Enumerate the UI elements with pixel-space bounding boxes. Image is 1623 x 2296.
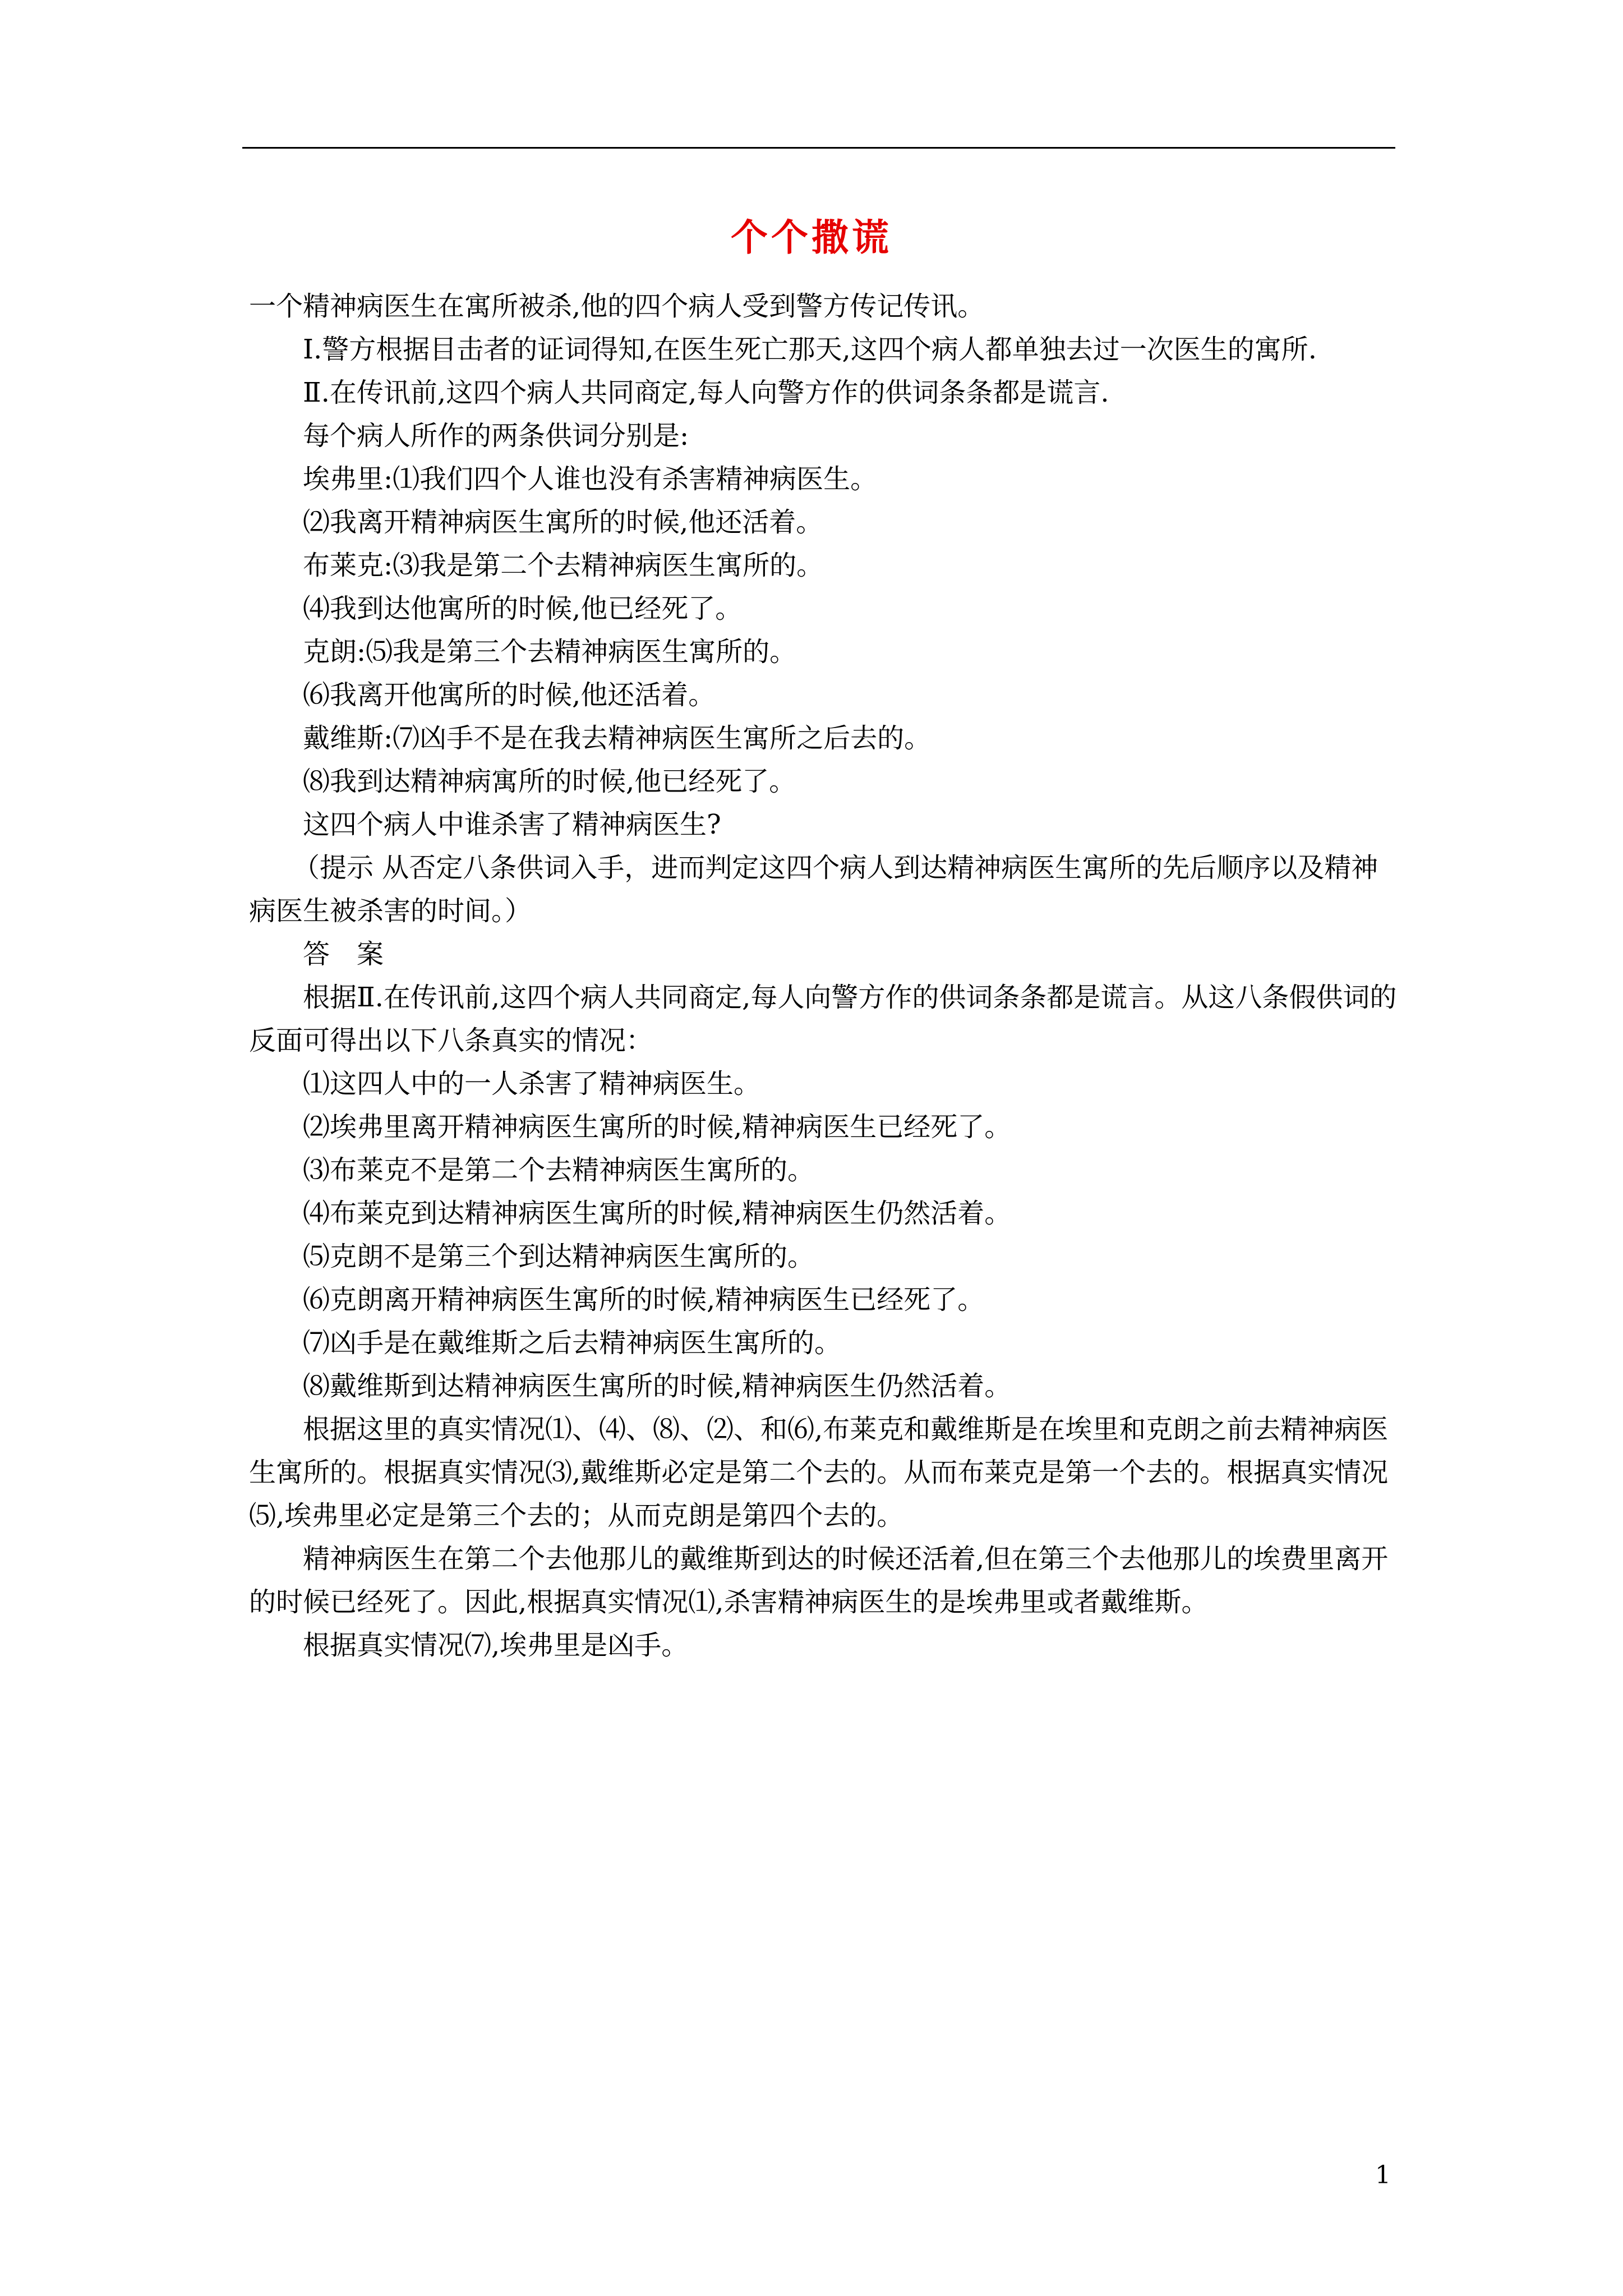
statement-line: ⑻我到达精神病寓所的时候,他已经死了。 [303, 766, 796, 797]
page-number: 1 [1375, 2161, 1391, 2189]
statement-line: 布莱克:⑶我是第二个去精神病医生寓所的。 [303, 550, 824, 581]
reasoning-paragraph-2: 精神病医生在第二个去他那儿的戴维斯到达的时候还活着,但在第三个去他那儿的埃费里离开的时候已经死了。因此,根据真实情况⑴,杀害精神病医生的是埃弗里或者戴维斯。 [249, 1543, 1389, 1618]
document-body [249, 285, 1399, 1667]
fact-line: ⑶布莱克不是第二个去精神病医生寓所的。 [303, 1154, 815, 1186]
page-title: 个个撒谎 [731, 215, 892, 259]
header-rule [242, 147, 1395, 149]
fact-line: ⑹克朗离开精神病医生寓所的时候,精神病医生已经死了。 [303, 1284, 985, 1315]
premise-2: Ⅱ.在传讯前,这四个病人共同商定,每人向警方作的供词条条都是谎言. [303, 377, 1109, 408]
statement-line: 埃弗里:⑴我们四个人谁也没有杀害精神病医生。 [303, 463, 878, 495]
reasoning-paragraph-1: 根据这里的真实情况⑴、⑷、⑻、⑵、和⑹,布莱克和戴维斯是在埃里和克朗之前去精神病医生寓所的。根据真实情况⑶,戴维斯必定是第二个去的。从而布莱克是第一个去的。根据真实情况⑸,埃弗里必定是第三个去的；从而克朗是第四个去的。 [249, 1414, 1389, 1531]
fact-line: ⑺凶手是在戴维斯之后去精神病医生寓所的。 [303, 1327, 842, 1359]
statement-line: 戴维斯:⑺凶手不是在我去精神病医生寓所之后去的。 [303, 723, 932, 754]
statement-line: ⑵我离开精神病医生寓所的时候,他还活着。 [303, 507, 823, 538]
hint: （提示 从否定八条供词入手，进而判定这四个病人到达精神病医生寓所的先后顺序以及精神病医生被杀害的时间。） [249, 852, 1378, 927]
intro-paragraph: 一个精神病医生在寓所被杀,他的四个病人受到警方传记传讯。 [249, 291, 985, 322]
statement-line: 克朗:⑸我是第三个去精神病医生寓所的。 [303, 636, 797, 668]
fact-line: ⑷布莱克到达精神病医生寓所的时候,精神病医生仍然活着。 [303, 1198, 1012, 1229]
conclusion: 根据真实情况⑺,埃弗里是凶手。 [303, 1630, 689, 1661]
answer-heading: 答 案 [303, 938, 384, 970]
answer-intro: 根据Ⅱ.在传讯前,这四个病人共同商定,每人向警方作的供词条条都是谎言。从这八条假供词的反面可得出以下八条真实的情况： [249, 982, 1397, 1056]
premise-1: Ⅰ.警方根据目击者的证词得知,在医生死亡那天,这四个病人都单独去过一次医生的寓所. [303, 334, 1317, 365]
fact-line: ⑻戴维斯到达精神病医生寓所的时候,精神病医生仍然活着。 [303, 1370, 1012, 1402]
question: 这四个病人中谁杀害了精神病医生? [303, 809, 721, 840]
statement-line: ⑷我到达他寓所的时候,他已经死了。 [303, 593, 743, 624]
fact-line: ⑴这四人中的一人杀害了精神病医生。 [303, 1068, 761, 1099]
statements-intro: 每个病人所作的两条供词分别是: [303, 420, 689, 452]
fact-line: ⑵埃弗里离开精神病医生寓所的时候,精神病医生已经死了。 [303, 1111, 1012, 1143]
fact-line: ⑸克朗不是第三个到达精神病医生寓所的。 [303, 1241, 815, 1272]
statement-line: ⑹我离开他寓所的时候,他还活着。 [303, 679, 716, 711]
